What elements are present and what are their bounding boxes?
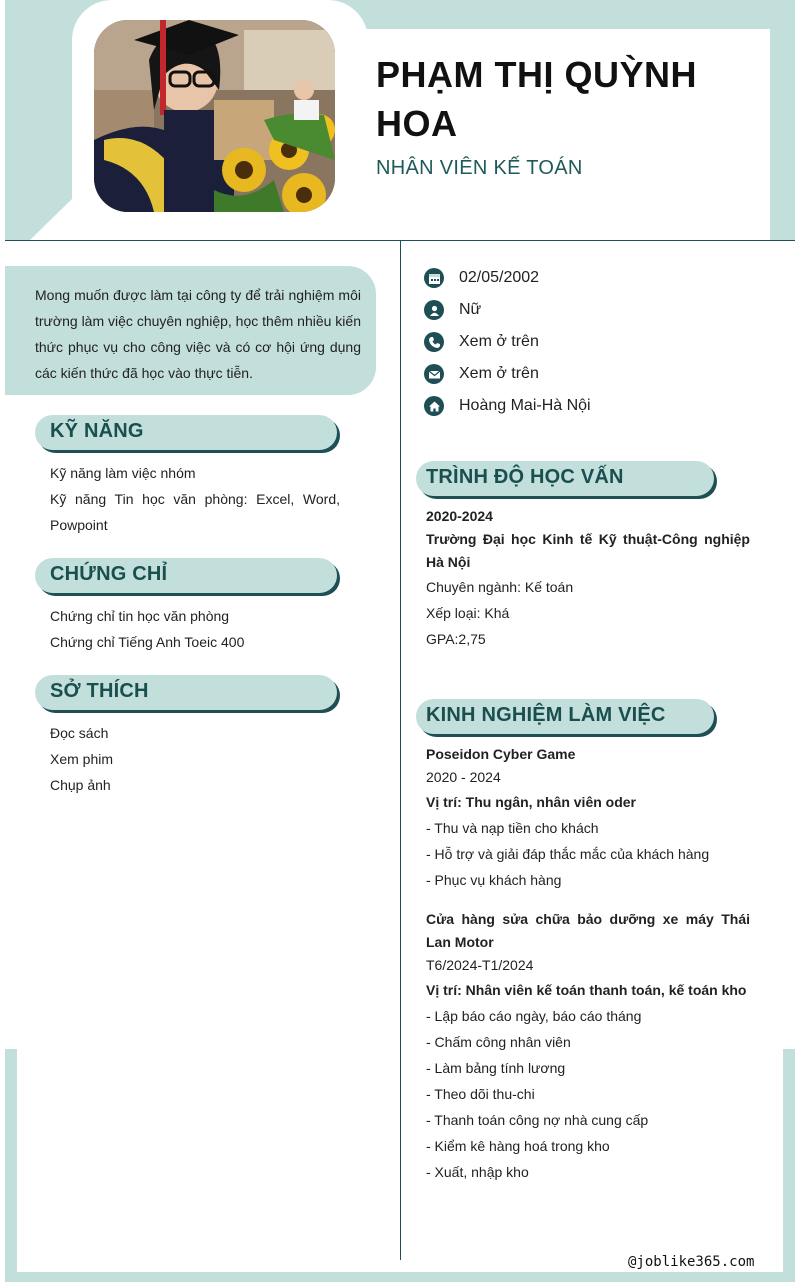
objective-text: Mong muốn được làm tại công ty để trải nghiệm môi trường làm việc chuyên nghiệp, học thêm nhiều kiến thức phục vụ cho công việc và có cơ hội ứng dụng các kiến thức đã học vào thực tiễn. [35, 287, 361, 381]
column-divider [400, 241, 401, 1260]
experience-period: T6/2024-T1/2024 [426, 957, 534, 973]
skills-list [50, 460, 340, 538]
experience-task: - Xuất, nhập kho [426, 1164, 529, 1180]
list-item: Chụp ảnh [50, 777, 111, 793]
list-item: Kỹ năng Tin học văn phòng: Excel, Word, Powpoint [50, 491, 340, 533]
photo-frame-corner [30, 196, 75, 240]
list-item: Chứng chỉ Tiếng Anh Toeic 400 [50, 634, 245, 650]
experience-task: - Theo dõi thu-chi [426, 1086, 535, 1102]
skills-heading-label: KỸ NĂNG [50, 420, 144, 442]
education-school: Trường Đại học Kinh tế Kỹ thuật-Công nghiệp Hà Nội [426, 531, 750, 570]
gender-value: Nữ [459, 301, 482, 318]
education-entry [426, 505, 750, 652]
profile-photo [94, 20, 335, 212]
phone-icon [424, 332, 444, 352]
education-rank: Xếp loại: Khá [426, 605, 510, 621]
experience-task: - Thanh toán công nợ nhà cung cấp [426, 1112, 649, 1128]
home-icon [424, 396, 444, 416]
contact-email [424, 363, 539, 385]
experience-period: 2020 - 2024 [426, 769, 501, 785]
education-heading-label: TRÌNH ĐỘ HỌC VẤN [426, 466, 624, 488]
candidate-name: PHẠM THỊ QUỲNH HOA [376, 54, 697, 144]
career-objective [5, 266, 376, 395]
frame-left-border [5, 1049, 17, 1282]
contact-dob [424, 267, 539, 289]
skills-heading [35, 415, 337, 450]
frame-bottom-border [5, 1272, 795, 1282]
experience-heading [416, 699, 714, 734]
watermark: @joblike365.com [628, 1254, 755, 1270]
frame-right-border [783, 1049, 795, 1282]
address-value: Hoàng Mai-Hà Nội [459, 397, 591, 414]
experience-position: Vị trí: Thu ngân, nhân viên oder [426, 794, 637, 810]
list-item: Chứng chỉ tin học văn phòng [50, 608, 230, 624]
experience-task: - Làm bảng tính lương [426, 1060, 566, 1076]
experience-heading-label: KINH NGHIỆM LÀM VIỆC [426, 704, 666, 726]
email-icon [424, 364, 444, 384]
experience-company: Poseidon Cyber Game [426, 746, 576, 762]
experience-task: - Hỗ trợ và giải đáp thắc mắc của khách hàng [426, 846, 710, 862]
user-icon [424, 300, 444, 320]
profile-photo-illustration [94, 20, 335, 212]
dob-value: 02/05/2002 [459, 269, 540, 286]
certificates-heading [35, 558, 337, 593]
hobbies-list [50, 720, 340, 798]
experience-entry [426, 743, 750, 893]
certificates-heading-label: CHỨNG CHỈ [50, 563, 168, 585]
experience-task: - Lập báo cáo ngày, báo cáo tháng [426, 1008, 642, 1024]
education-period: 2020-2024 [426, 508, 493, 524]
experience-task: - Thu và nạp tiền cho khách [426, 820, 599, 836]
contact-address [424, 395, 591, 417]
hobbies-heading [35, 675, 337, 710]
experience-task: - Phục vụ khách hàng [426, 872, 562, 888]
email-value: Xem ở trên [459, 365, 539, 382]
list-item: Xem phim [50, 751, 114, 767]
contact-phone [424, 331, 539, 353]
experience-task: - Kiểm kê hàng hoá trong kho [426, 1138, 610, 1154]
experience-task: - Chấm công nhân viên [426, 1034, 571, 1050]
education-gpa: GPA:2,75 [426, 631, 486, 647]
experience-position: Vị trí: Nhân viên kế toán thanh toán, kế toán kho [426, 982, 747, 998]
contact-gender [424, 299, 481, 321]
list-item: Đọc sách [50, 725, 109, 741]
education-major: Chuyên ngành: Kế toán [426, 579, 574, 595]
hobbies-heading-label: SỞ THÍCH [50, 680, 149, 702]
phone-value: Xem ở trên [459, 333, 539, 350]
experience-entry [426, 908, 750, 1185]
education-heading [416, 461, 714, 496]
calendar-icon [424, 268, 444, 288]
job-title: NHÂN VIÊN KẾ TOÁN [376, 157, 583, 179]
list-item: Kỹ năng làm việc nhóm [50, 465, 196, 481]
experience-company: Cửa hàng sửa chữa bảo dưỡng xe máy Thái Lan Motor [426, 911, 750, 950]
certificates-list [50, 603, 340, 655]
